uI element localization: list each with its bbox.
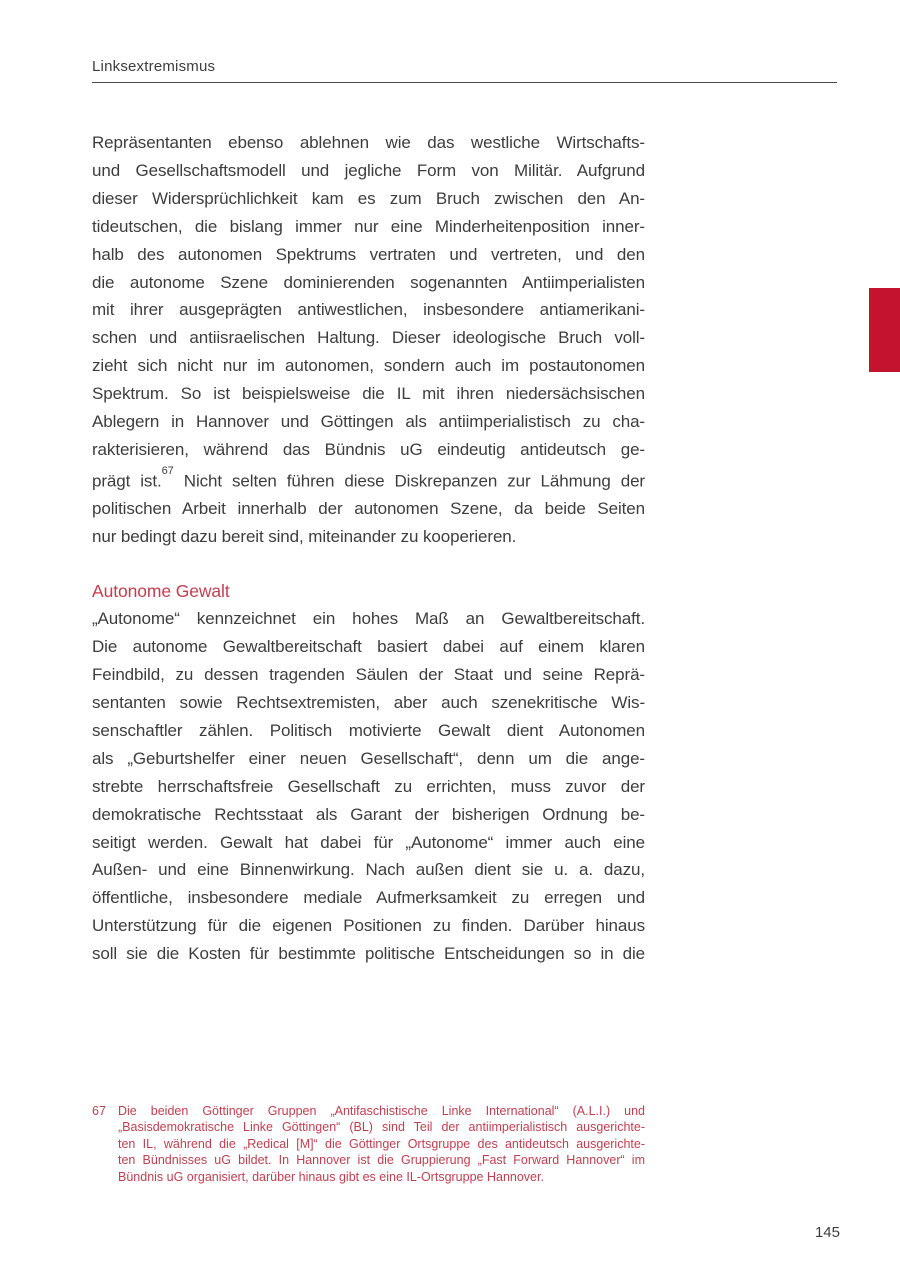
- text-line: Unterstützung für die eigenen Positionen zu finden. Darüber hinaus: [92, 916, 645, 936]
- text-line: rakterisieren, während das Bündnis uG eindeutig antideutsch ge-: [92, 439, 645, 459]
- body-text-column: [92, 129, 645, 968]
- text-line: dieser Widersprüchlichkeit kam es zum Bruch zwischen den An-: [92, 188, 645, 208]
- text-line: politischen Arbeit innerhalb der autonomen Szene, da beide Seiten: [92, 499, 645, 519]
- footnote-line: „Basisdemokratische Linke Göttingen“ (BL) sind Teil der antiimperialistisch ausgerichte-: [118, 1120, 645, 1135]
- text-line: soll sie die Kosten für bestimmte politische Entscheidungen so in die: [92, 944, 645, 964]
- paragraph: [92, 129, 645, 551]
- text-line: Außen- und eine Binnenwirkung. Nach außen dient sie u. a. dazu,: [92, 860, 645, 880]
- text-line: demokratische Rechtsstaat als Garant der bisherigen Ordnung be-: [92, 804, 645, 824]
- text-line: öffentliche, insbesondere mediale Aufmerksamkeit zu erregen und: [92, 888, 645, 908]
- header-rule: [92, 82, 837, 83]
- text-line: schen und antiisraelischen Haltung. Dieser ideologische Bruch voll-: [92, 328, 645, 348]
- footnote-reference: 67: [161, 464, 174, 477]
- text-line: als „Geburtshelfer einer neuen Gesellschaft“, denn um die ange-: [92, 748, 645, 768]
- text-line: „Autonome“ kennzeichnet ein hohes Maß an Gewaltbereitschaft.: [92, 609, 645, 629]
- footnote-line: Die beiden Göttinger Gruppen „Antifaschistische Linke International“ (A.L.I.) und: [118, 1104, 645, 1118]
- section-heading: Autonome Gewalt: [92, 581, 230, 602]
- footnote: [92, 1103, 645, 1185]
- chapter-edge-tab-marker: [869, 288, 900, 372]
- text-line: und Gesellschaftsmodell und jegliche Form von Militär. Aufgrund: [92, 160, 645, 180]
- text-line: Ablegern in Hannover und Göttingen als antiimperialistisch zu cha-: [92, 412, 645, 432]
- text-line: sentanten sowie Rechtsextremisten, aber auch szenekritische Wis-: [92, 692, 645, 712]
- text-line: senschaftler zählen. Politisch motivierte Gewalt dient Autonomen: [92, 720, 645, 740]
- text-segment: Nicht selten führen diese Diskrepanzen zur Lähmung der: [173, 471, 645, 491]
- text-line: Feindbild, zu dessen tragenden Säulen der Staat und seine Reprä-: [92, 665, 645, 685]
- footnote-line: ten Bündnisses uG bildet. In Hannover ist die Gruppierung „Fast Forward Hannover“ im: [118, 1153, 645, 1168]
- text-line: zieht sich nicht nur im autonomen, sondern auch im postautonomen: [92, 356, 645, 376]
- text-segment: prägt ist.: [92, 471, 162, 491]
- footnote-line: ten IL, während die „Redical [M]“ die Göttinger Ortsgruppe des antideutsch ausgerichte-: [118, 1136, 645, 1151]
- footnote-line: Bündnis uG organisiert, darüber hinaus gibt es eine IL-Ortsgruppe Hannover.: [118, 1169, 544, 1184]
- text-line: mit ihrer ausgeprägten antiwestlichen, insbesondere antiamerikani-: [92, 300, 645, 320]
- text-line: Die autonome Gewaltbereitschaft basiert dabei auf einem klaren: [92, 637, 645, 657]
- paragraph: [92, 605, 645, 968]
- page-number: 145: [814, 1224, 840, 1241]
- text-line: Spektrum. So ist beispielsweise die IL mit ihren niedersächsischen: [92, 384, 645, 404]
- text-line: seitigt werden. Gewalt hat dabei für „Autonome“ immer auch eine: [92, 832, 645, 852]
- text-line: halb des autonomen Spektrums vertraten und vertreten, und den: [92, 244, 645, 264]
- text-line: nur bedingt dazu bereit sind, miteinander zu kooperieren.: [92, 527, 517, 547]
- text-line: die autonome Szene dominierenden sogenannten Antiimperialisten: [92, 272, 645, 292]
- text-line: strebte herrschaftsfreie Gesellschaft zu errichten, muss zuvor der: [92, 776, 645, 796]
- text-line-with-footnote-ref: [92, 464, 645, 496]
- footnote-number: 67: [92, 1104, 106, 1118]
- text-line: tideutschen, die bislang immer nur eine Minderheitenposition inner-: [92, 216, 645, 236]
- footnote-text: [118, 1103, 645, 1185]
- running-header: Linksextremismus: [92, 58, 216, 75]
- text-line: Repräsentanten ebenso ablehnen wie das westliche Wirtschafts-: [92, 133, 645, 152]
